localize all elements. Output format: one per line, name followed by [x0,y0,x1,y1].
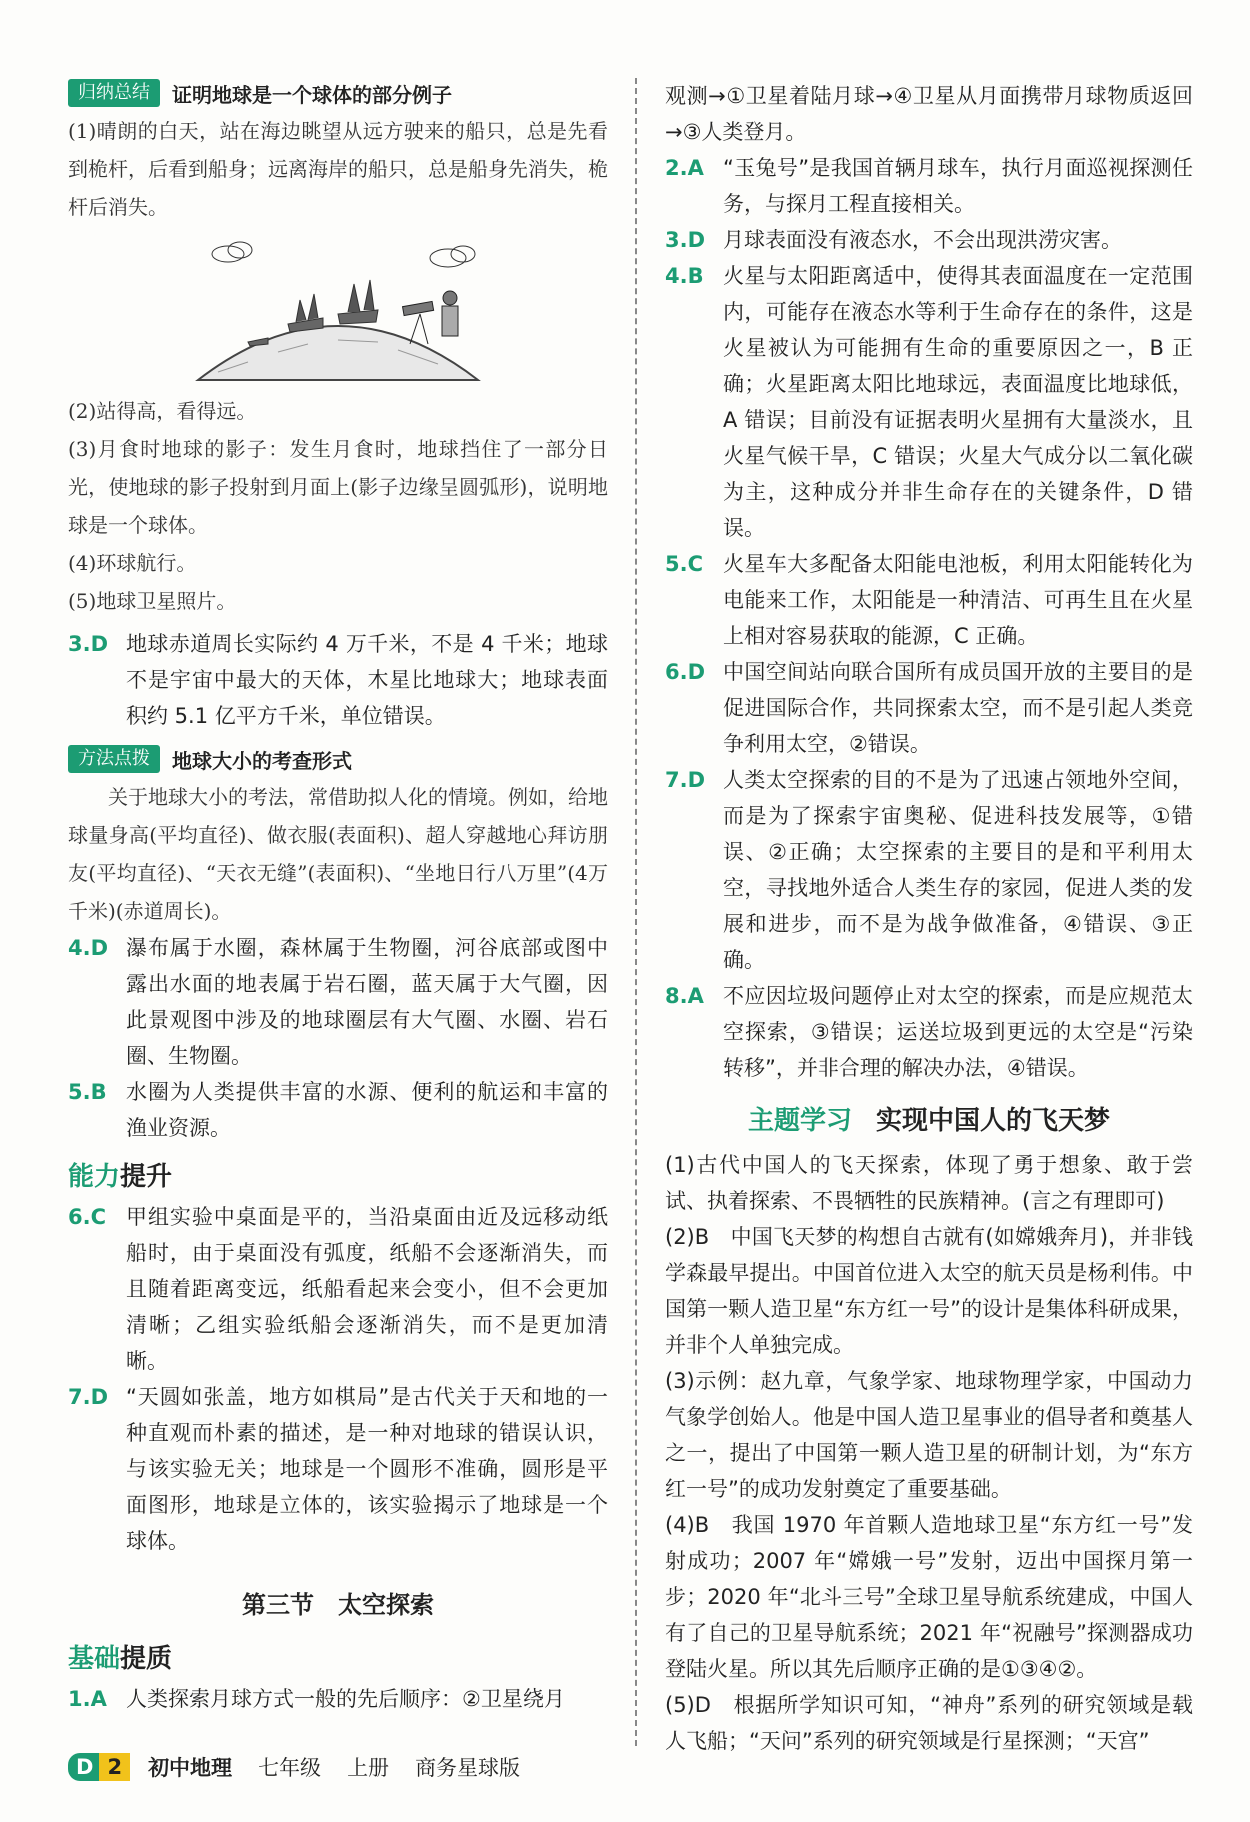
answer-number: 5.B [68,1080,107,1104]
summary-item-1: (1)晴朗的白天，站在海边眺望从远方驶来的船只，总是先看到桅杆，后看到船身；远离海岸的船只，总是船身先消失，桅杆后消失。 [68,119,608,219]
answer-r2 [665,150,1193,222]
answer-r6 [665,654,1193,762]
answer-number: 8.A [665,984,704,1008]
page-footer [68,1752,546,1782]
answer-number: 7.D [68,1385,109,1409]
answer-text: “天圆如张盖，地方如棋局”是古代关于天和地的一种直观而朴素的描述，是一种对地球的错误认识，与该实验无关；地球是一个圆形不准确，圆形是平面图形，地球是立体的，该实验揭示了地球是一个球体。 [126,1385,608,1553]
answer-r7 [665,762,1193,978]
method-tag: 方法点拨 [68,745,160,773]
answer-number: 1.A [68,1687,107,1711]
answer-number: 4.D [68,936,109,960]
answer-text: “玉兔号”是我国首辆月球车，执行月面巡视探测任务，与探月工程直接相关。 [723,156,1193,216]
answer-number: 5.C [665,552,704,576]
continued-text: 观测→①卫星着陆月球→④卫星从月面携带月球物质返回→③人类登月。 [665,84,1193,144]
column-divider [635,78,637,1746]
answer-1 [68,1681,608,1717]
answer-r8 [665,978,1193,1086]
summary-item-3: (3)月食时地球的影子：发生月食时，地球挡住了一部分日光，使地球的影子投射到月面上(影子边缘呈圆弧形)，说明地球是一个球体。 [68,437,608,537]
answer-r5 [665,546,1193,654]
answer-number: 4.B [665,264,704,288]
answer-5 [68,1074,608,1146]
answer-text: 火星车大多配备太阳能电池板，利用太阳能转化为电能来工作，太阳能是一种清洁、可再生且在火星上相对容易获取的能源，C 正确。 [723,552,1193,648]
answer-number: 3.D [68,632,109,656]
answer-number: 6.D [665,660,706,684]
answer-text: 人类太空探索的目的不是为了迅速占领地外空间，而是为了探索宇宙奥秘、促进科技发展等，①错误、②正确；太空探索的主要目的是和平利用太空，寻找地外适合人类生存的家园，促进人类的发展和进步，而不是为战争做准备，④错误、③正确。 [723,768,1193,972]
answer-text: 甲组实验中桌面是平的，当沿桌面由近及远移动纸船时，由于桌面没有弧度，纸船不会逐渐消失，而且随着距离变远，纸船看起来会变小，但不会更加清晰；乙组实验纸船会逐渐消失，而不是更加清晰。 [126,1205,608,1373]
theme-heading: 主题学习 实现中国人的飞天梦 [747,1106,1111,1136]
answer-6 [68,1199,608,1379]
right-column [665,78,1193,1759]
theme-item-3: (3)示例：赵九章，气象学家、地球物理学家，中国动力气象学创始人。他是中国人造卫星事业的倡导者和奠基人之一，提出了中国第一颗人造卫星的研制计划，为“东方红一号”的成功发射奠定了重要基础。 [665,1369,1193,1501]
answer-number: 6.C [68,1205,107,1229]
footer-badge-letter: D [68,1753,99,1781]
summary-item-4: (4)环球航行。 [68,551,197,575]
answer-text: 人类探索月球方式一般的先后顺序：②卫星绕月 [126,1687,565,1711]
summary-item-2: (2)站得高，看得远。 [68,399,257,423]
answer-number: 3.D [665,228,706,252]
footer-subject: 初中地理 [148,1756,233,1780]
summary-header [68,78,608,108]
answer-text: 不应因垃圾问题停止对太空的探索，而是应规范太空探索，③错误；运送垃圾到更远的太空是“污染转移”，并非合理的解决办法，④错误。 [723,984,1193,1080]
footer-grade: 七年级 [258,1756,322,1780]
answer-text: 中国空间站向联合国所有成员国开放的主要目的是促进国际合作，共同探索太空，而不是引起人类竞争利用太空，②错误。 [723,660,1193,756]
theme-item-2: (2)B 中国飞天梦的构想自古就有(如嫦娥奔月)，并非钱学森最早提出。中国首位进入太空的航天员是杨利伟。中国第一颗人造卫星“东方红一号”的设计是集体科研成果，并非个人单独完成。 [665,1225,1193,1357]
summary-title: 证明地球是一个球体的部分例子 [172,82,452,107]
answer-text: 水圈为人类提供丰富的水源、便利的航运和丰富的渔业资源。 [126,1080,608,1140]
answer-number: 2.A [665,156,704,180]
section-basic: 基础提质 [68,1644,173,1674]
method-header [68,744,608,774]
left-column [68,78,608,1717]
summary-tag: 归纳总结 [68,79,160,107]
theme-item-1: (1)古代中国人的飞天探索，体现了勇于想象、敢于尝试、执着探索、不畏牺牲的民族精神。(言之有理即可) [665,1153,1193,1213]
chapter-heading: 第三节 太空探索 [242,1591,434,1619]
answer-r4 [665,258,1193,546]
method-title: 地球大小的考查形式 [172,748,352,773]
ship-observation-illustration [188,232,608,386]
answer-r3 [665,222,1193,258]
answer-text: 月球表面没有液态水，不会出现洪涝灾害。 [723,228,1122,252]
answer-number: 7.D [665,768,706,792]
page-number: 2 [99,1753,130,1781]
answer-text: 火星与太阳距离适中，使得其表面温度在一定范围内，可能存在液态水等利于生命存在的条件，这是火星被认为可能拥有生命的重要原因之一，B 正确；火星距离太阳比地球远，表面温度比地球低，A 错误；目前没有证据表明火星拥有大量淡水，且火星气候干旱，C 错误；火星大气成分以二氧化碳为主，这种成分并非生命存在的关键条件，D 错误。 [723,264,1193,540]
answer-4 [68,930,608,1074]
answer-text: 地球赤道周长实际约 4 万千米，不是 4 千米；地球不是宇宙中最大的天体，木星比地球大；地球表面积约 5.1 亿平方千米，单位错误。 [126,632,608,728]
answer-3 [68,626,608,734]
theme-item-4: (4)B 我国 1970 年首颗人造地球卫星“东方红一号”发射成功；2007 年“嫦娥一号”发射，迈出中国探月第一步；2020 年“北斗三号”全球卫星导航系统建成，中国人有了自己的卫星导航系统；2021 年“祝融号”探测器成功登陆火星。所以其先后顺序正确的是①③④②。 [665,1513,1193,1681]
theme-item-5: (5)D 根据所学知识可知，“神舟”系列的研究领域是载人飞船；“天问”系列的研究领域是行星探测；“天宫” [665,1693,1193,1753]
section-ability: 能力提升 [68,1162,173,1192]
answer-text: 瀑布属于水圈，森林属于生物圈，河谷底部或图中露出水面的地表属于岩石圈，蓝天属于大气圈，因此景观图中涉及的地球圈层有大气圈、水圈、岩石圈、生物圈。 [126,936,608,1068]
summary-item-5: (5)地球卫星照片。 [68,589,237,613]
method-text: 关于地球大小的考法，常借助拟人化的情境。例如，给地球量身高(平均直径)、做衣服(表面积)、超人穿越地心拜访朋友(平均直径)、“天衣无缝”(表面积)、“坐地日行八万里”(4万千米)(赤道周长)。 [68,785,608,923]
footer-volume: 上册 [347,1756,390,1780]
footer-edition: 商务星球版 [415,1756,521,1780]
answer-7 [68,1379,608,1559]
